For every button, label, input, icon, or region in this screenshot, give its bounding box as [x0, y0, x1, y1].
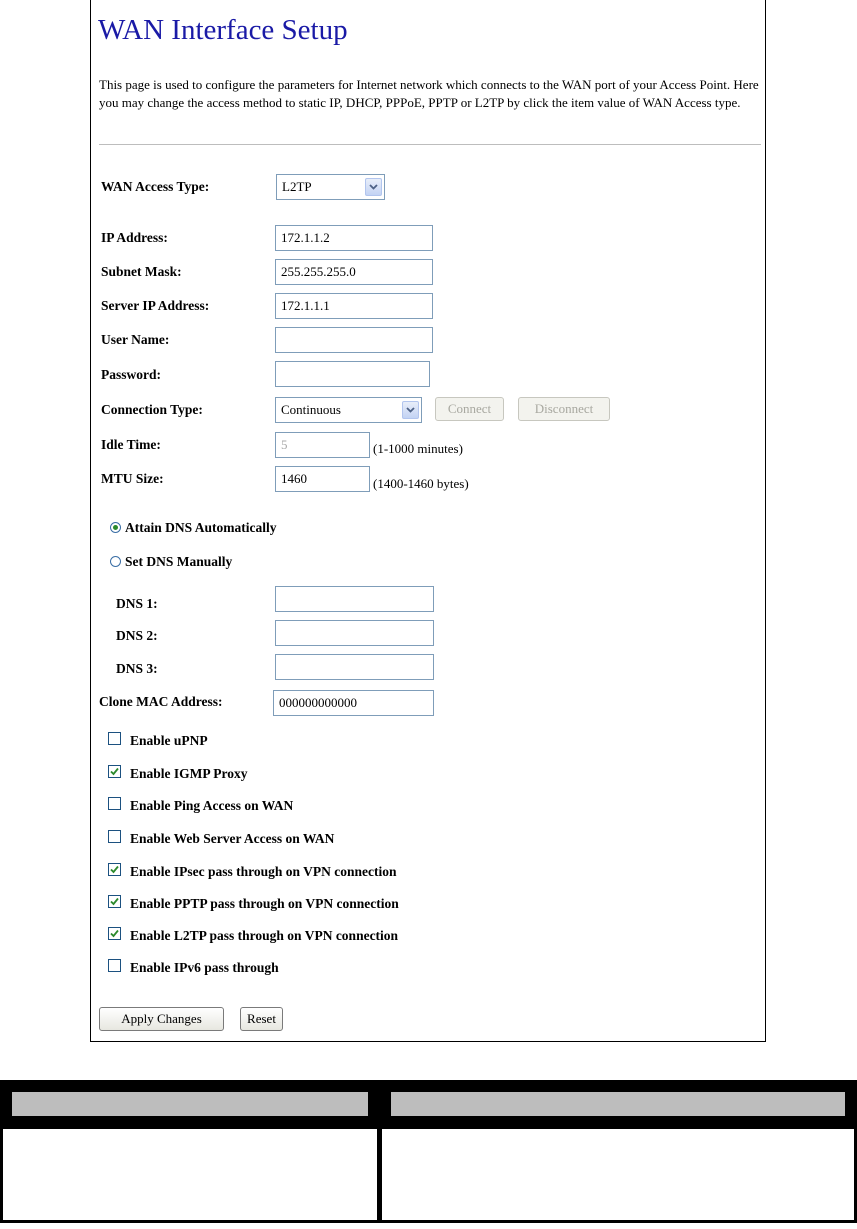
- connect-button[interactable]: Connect: [435, 397, 504, 421]
- title-divider: [99, 144, 761, 145]
- igmp-proxy-label: Enable IGMP Proxy: [130, 766, 248, 781]
- check-icon: [110, 865, 119, 874]
- chevron-down-icon[interactable]: [365, 178, 382, 196]
- ipv6-pass-label: Enable IPv6 pass through: [130, 960, 279, 975]
- ipv6-pass-checkbox[interactable]: [108, 959, 121, 972]
- dns3-input[interactable]: [275, 654, 434, 680]
- dns-auto-radio[interactable]: [110, 522, 121, 533]
- wan-access-type-select[interactable]: [276, 174, 385, 200]
- l2tp-pass-checkbox[interactable]: [108, 927, 121, 940]
- table-body-cell: [382, 1129, 854, 1220]
- dns1-label: DNS 1:: [116, 596, 158, 611]
- password-input[interactable]: [275, 361, 430, 387]
- page-description: This page is used to configure the parameters for Internet network which connects to the WAN port of your Access Point. Here you may change the access method to static IP, DHCP, PPPoE, PPTP or L2TP by click the item value of WAN Access type.: [99, 77, 759, 110]
- clone-mac-label: Clone MAC Address:: [99, 694, 223, 709]
- ipsec-pass-checkbox[interactable]: [108, 863, 121, 876]
- idle-time-label: Idle Time:: [101, 437, 161, 452]
- table-header-cell: [12, 1092, 368, 1116]
- dns2-input[interactable]: [275, 620, 434, 646]
- dns1-input[interactable]: [275, 586, 434, 612]
- ip-address-label: IP Address:: [101, 230, 168, 245]
- dns3-label: DNS 3:: [116, 661, 158, 676]
- dns-manual-label: Set DNS Manually: [125, 554, 233, 569]
- subnet-mask-input[interactable]: 255.255.255.0: [275, 259, 433, 285]
- wan-access-type-label: WAN Access Type:: [101, 179, 210, 194]
- check-icon: [110, 897, 119, 906]
- upnp-checkbox[interactable]: [108, 732, 121, 745]
- connection-type-label: Connection Type:: [101, 402, 203, 417]
- clone-mac-input[interactable]: 000000000000: [273, 690, 434, 716]
- ping-access-checkbox[interactable]: [108, 797, 121, 810]
- user-name-label: User Name:: [101, 332, 170, 347]
- dns-auto-label: Attain DNS Automatically: [125, 520, 277, 535]
- mtu-size-hint: (1400-1460 bytes): [373, 476, 469, 491]
- check-icon: [110, 767, 119, 776]
- table-header-cell: [391, 1092, 845, 1116]
- password-label: Password:: [101, 367, 161, 382]
- ping-access-label: Enable Ping Access on WAN: [130, 798, 294, 813]
- dns2-label: DNS 2:: [116, 628, 158, 643]
- server-ip-input[interactable]: 172.1.1.1: [275, 293, 433, 319]
- igmp-proxy-checkbox[interactable]: [108, 765, 121, 778]
- chevron-down-icon[interactable]: [402, 401, 419, 419]
- pptp-pass-label: Enable PPTP pass through on VPN connection: [130, 896, 399, 911]
- radio-selected-dot: [113, 525, 118, 530]
- connection-type-select[interactable]: [275, 397, 422, 423]
- connection-type-value: Continuous: [281, 402, 341, 417]
- disconnect-button[interactable]: Disconnect: [518, 397, 610, 421]
- mtu-size-input[interactable]: 1460: [275, 466, 370, 492]
- idle-time-input[interactable]: 5: [275, 432, 370, 458]
- wan-access-type-value: L2TP: [282, 179, 312, 194]
- idle-time-hint: (1-1000 minutes): [373, 441, 463, 456]
- subnet-mask-label: Subnet Mask:: [101, 264, 182, 279]
- table-body-cell: [3, 1129, 377, 1220]
- ip-address-input[interactable]: 172.1.1.2: [275, 225, 433, 251]
- reset-button[interactable]: Reset: [240, 1007, 283, 1031]
- description-table: [0, 1080, 857, 1223]
- web-server-access-checkbox[interactable]: [108, 830, 121, 843]
- check-icon: [110, 929, 119, 938]
- wan-setup-panel: [90, 0, 766, 1042]
- user-name-input[interactable]: [275, 327, 433, 353]
- page-title: WAN Interface Setup: [98, 14, 348, 46]
- server-ip-label: Server IP Address:: [101, 298, 210, 313]
- web-server-access-label: Enable Web Server Access on WAN: [130, 831, 335, 846]
- dns-manual-radio[interactable]: [110, 556, 121, 567]
- l2tp-pass-label: Enable L2TP pass through on VPN connection: [130, 928, 399, 943]
- apply-changes-button[interactable]: Apply Changes: [99, 1007, 224, 1031]
- pptp-pass-checkbox[interactable]: [108, 895, 121, 908]
- mtu-size-label: MTU Size:: [101, 471, 164, 486]
- upnp-label: Enable uPNP: [130, 733, 208, 748]
- ipsec-pass-label: Enable IPsec pass through on VPN connection: [130, 864, 397, 879]
